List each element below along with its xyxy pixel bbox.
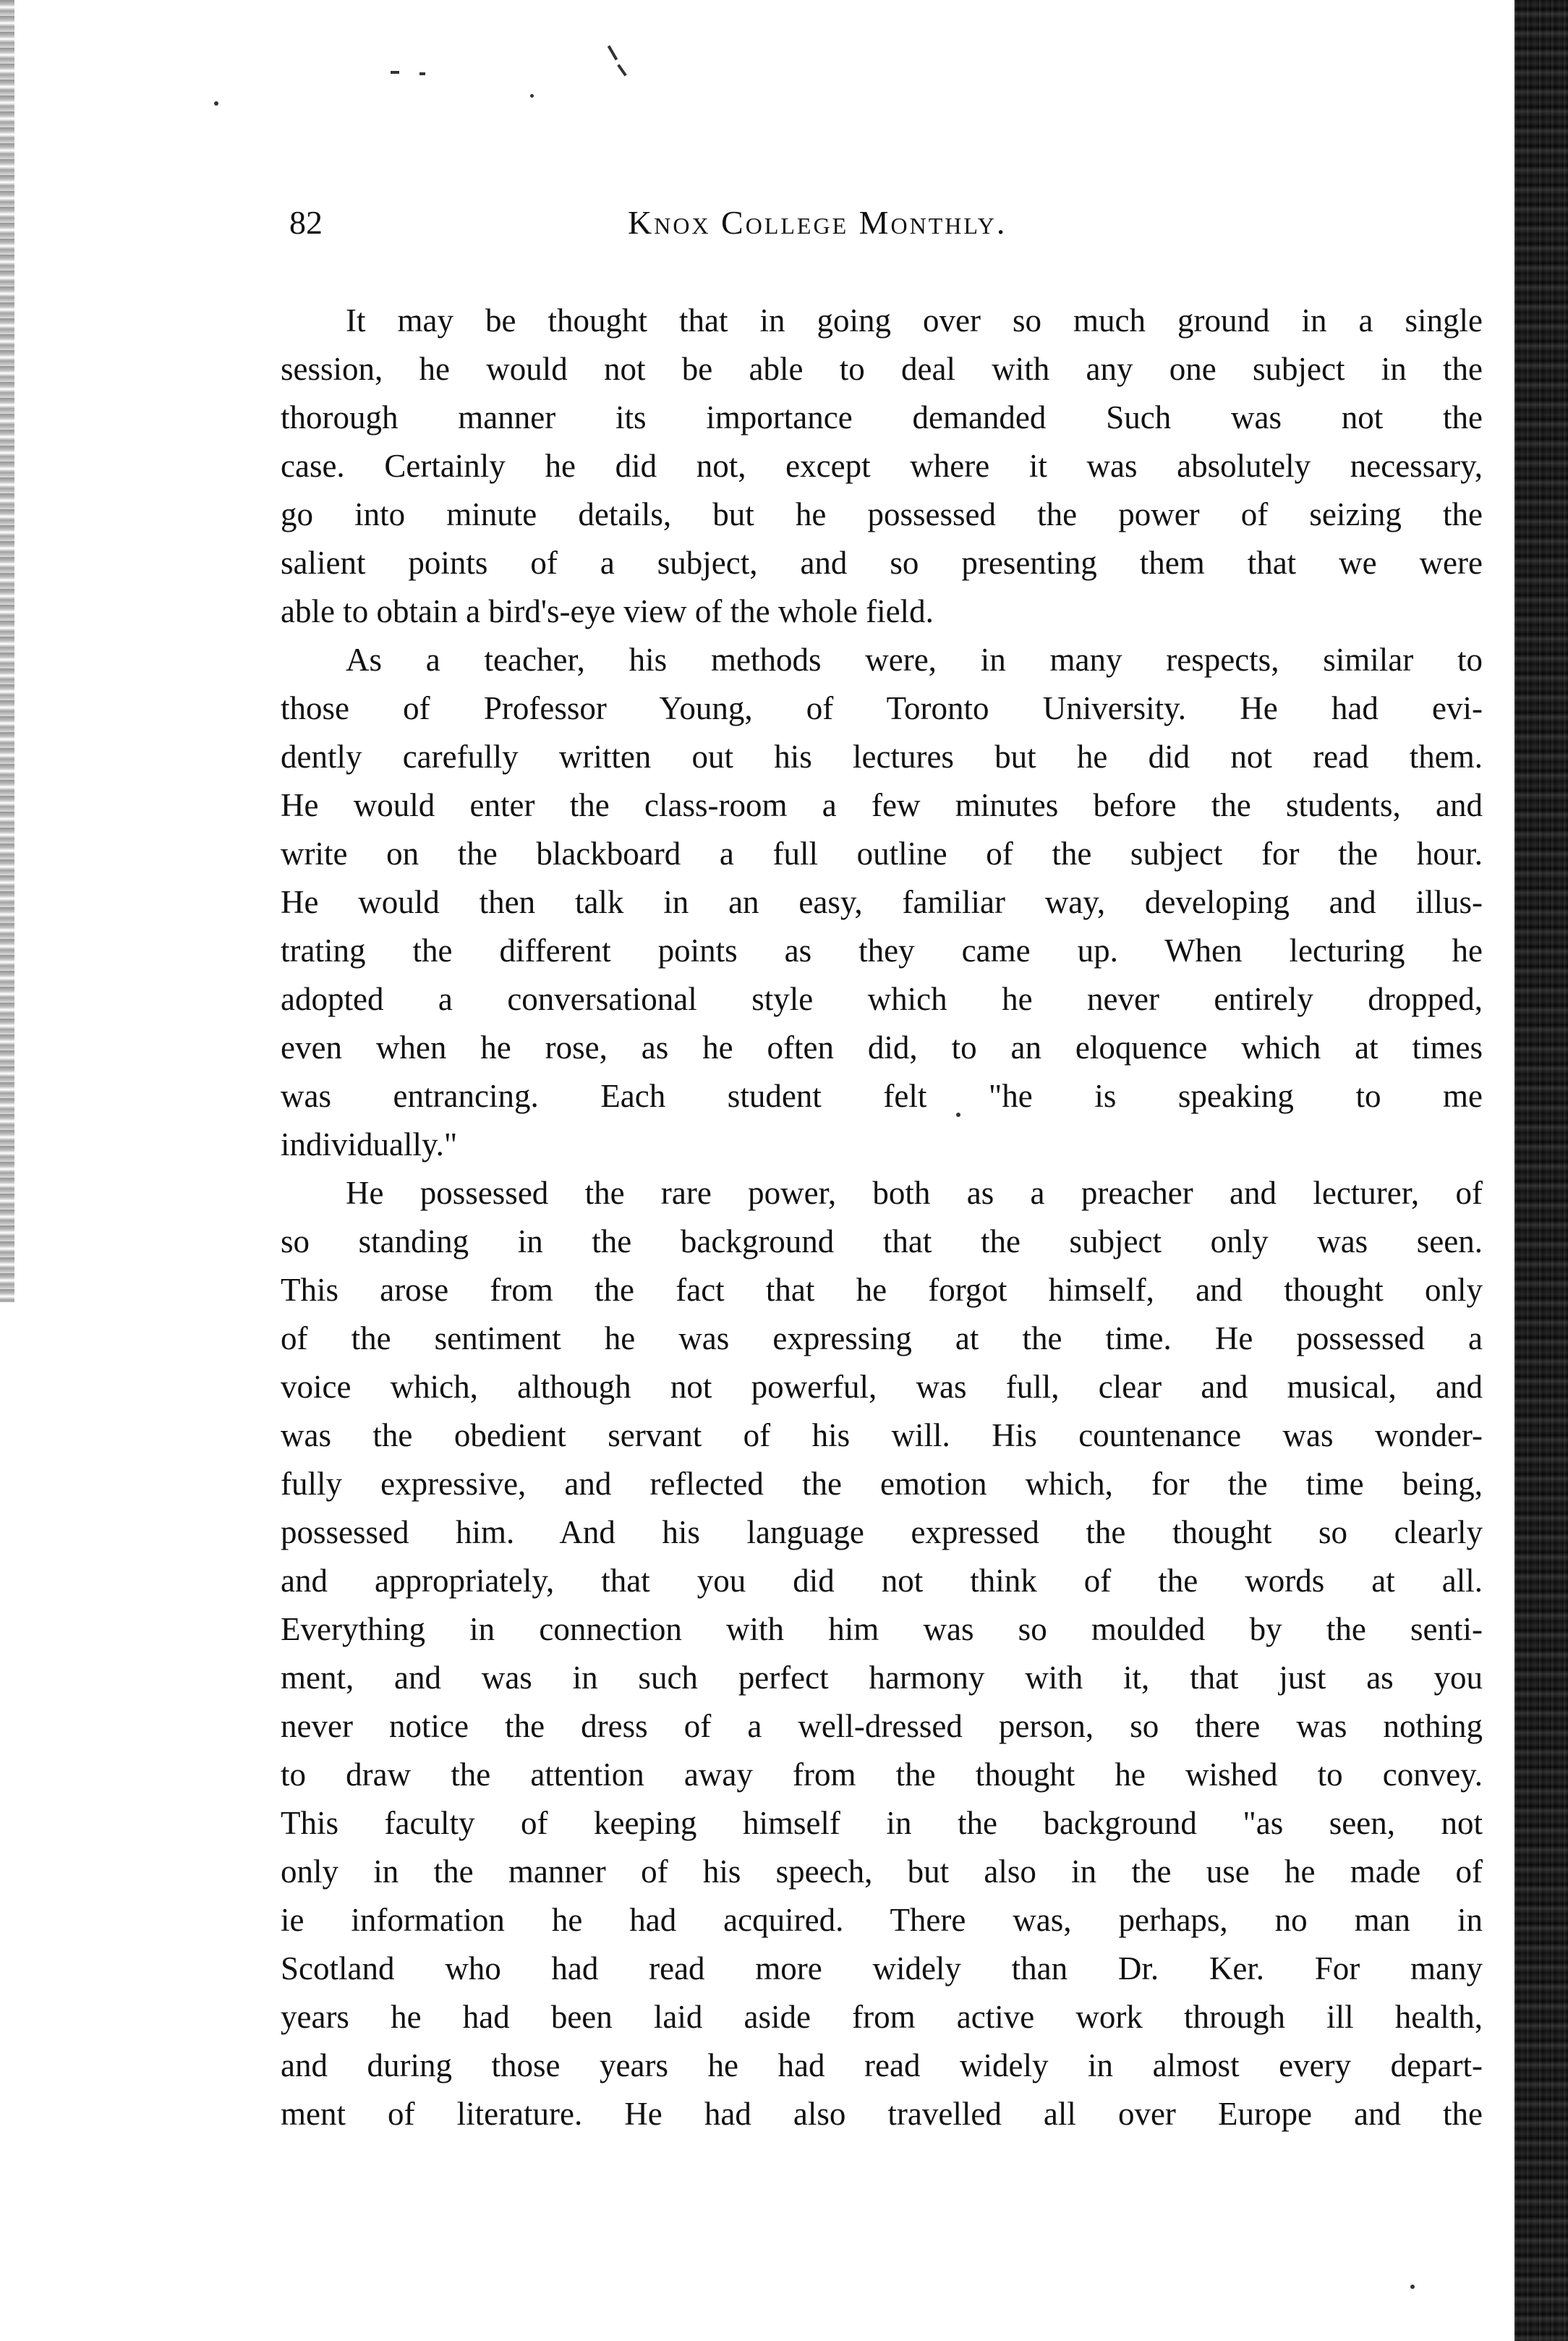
text-line: to draw the attention away from the thought he wished to convey. bbox=[281, 1756, 1483, 1793]
scan-speck bbox=[608, 45, 618, 60]
text-line: so standing in the background that the subject only was seen. bbox=[281, 1223, 1483, 1259]
text-line: dently carefully written out his lectures but he did not read them. bbox=[281, 739, 1483, 775]
text-line: He would enter the class-room a few minutes before the students, and bbox=[281, 787, 1483, 823]
scan-binding-texture bbox=[1514, 0, 1568, 2341]
text-line: go into minute details, but he possessed the power of seizing the bbox=[281, 496, 1483, 532]
text-line: individually." bbox=[281, 1126, 458, 1163]
text-line: case. Certainly he did not, except where it was absolutely necessary, bbox=[281, 448, 1483, 484]
text-line: thorough manner its importance demanded Such was not the bbox=[281, 399, 1483, 436]
text-line: even when he rose, as he often did, to an eloquence which at times bbox=[281, 1029, 1483, 1066]
text-line: never notice the dress of a well-dressed person, so there was nothing bbox=[281, 1708, 1483, 1744]
text-line: adopted a conversational style which he never entirely dropped, bbox=[281, 981, 1483, 1017]
text-line: fully expressive, and reflected the emotion which, for the time being, bbox=[281, 1466, 1483, 1502]
scan-left-gutter bbox=[0, 0, 14, 1302]
text-line: of the sentiment he was expressing at the time. He possessed a bbox=[281, 1320, 1483, 1356]
page-header bbox=[289, 201, 1483, 245]
page-number: 82 bbox=[289, 204, 323, 241]
text-line: only in the manner of his speech, but also in the use he made of bbox=[281, 1853, 1483, 1890]
paragraph bbox=[281, 636, 1483, 1169]
text-line: salient points of a subject, and so presenting them that we were bbox=[281, 545, 1483, 581]
text-line: This arose from the fact that he forgot himself, and thought only bbox=[281, 1272, 1483, 1308]
text-line: ment, and was in such perfect harmony with it, that just as you bbox=[281, 1660, 1483, 1696]
scan-speck bbox=[214, 101, 218, 106]
scan-speck bbox=[530, 94, 534, 98]
text-line: ie information he had acquired. There was, perhaps, no man in bbox=[281, 1902, 1483, 1938]
text-line: As a teacher, his methods were, in many respects, similar to bbox=[346, 642, 1483, 678]
text-line: was the obedient servant of his will. His countenance was wonder- bbox=[281, 1417, 1483, 1453]
text-line: write on the blackboard a full outline of the subject for the hour. bbox=[281, 836, 1483, 872]
text-line: years he had been laid aside from active work through ill health, bbox=[281, 1999, 1483, 2035]
text-line: and during those years he had read widely in almost every depart- bbox=[281, 2047, 1483, 2083]
text-line: ment of literature. He had also travelled all over Europe and the bbox=[281, 2096, 1483, 2132]
paragraph bbox=[281, 297, 1483, 636]
text-line: session, he would not be able to deal with any one subject in the bbox=[281, 351, 1483, 387]
paragraph bbox=[281, 1169, 1483, 2138]
text-line: This faculty of keeping himself in the background "as seen, not bbox=[281, 1805, 1483, 1841]
scan-speck bbox=[617, 64, 627, 76]
text-line: was entrancing. Each student felt "he is speaking to me bbox=[281, 1078, 1483, 1114]
text-line: It may be thought that in going over so much ground in a single bbox=[346, 302, 1483, 339]
scan-speck bbox=[419, 72, 425, 75]
text-line: and appropriately, that you did not think of the words at all. bbox=[281, 1563, 1483, 1599]
article-body bbox=[281, 297, 1483, 2138]
text-line: trating the different points as they came up. When lecturing he bbox=[281, 932, 1483, 969]
text-line: Scotland who had read more widely than Dr. Ker. For many bbox=[281, 1950, 1483, 1987]
scan-speck bbox=[391, 71, 399, 74]
text-line: He possessed the rare power, both as a preacher and lecturer, of bbox=[346, 1175, 1483, 1211]
text-line: possessed him. And his language expressed the thought so clearly bbox=[281, 1514, 1483, 1550]
text-line: He would then talk in an easy, familiar way, developing and illus- bbox=[281, 884, 1483, 920]
text-line: Everything in connection with him was so moulded by the senti- bbox=[281, 1611, 1483, 1647]
scan-speck bbox=[1410, 2285, 1415, 2289]
text-line: those of Professor Young, of Toronto University. He had evi- bbox=[281, 690, 1483, 726]
text-line: able to obtain a bird's-eye view of the whole field. bbox=[281, 593, 934, 629]
text-line: voice which, although not powerful, was full, clear and musical, and bbox=[281, 1369, 1483, 1405]
running-title: Knox College Monthly. bbox=[628, 204, 1007, 241]
